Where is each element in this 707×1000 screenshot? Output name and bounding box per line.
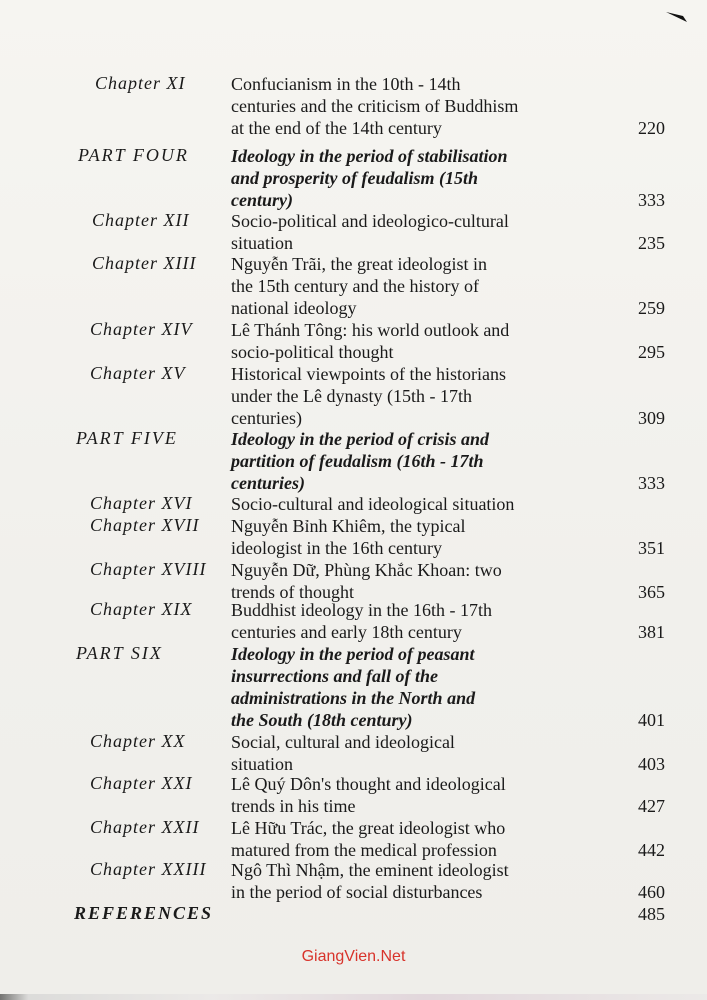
toc-title-line: at the end of the 14th century bbox=[231, 118, 442, 138]
toc-title-line: socio-political thought bbox=[231, 342, 394, 362]
toc-entry-title bbox=[231, 493, 611, 515]
toc-title-line: Ideology in the period of stabilisation bbox=[231, 146, 508, 166]
toc-page-number: 381 bbox=[638, 622, 665, 642]
toc-title-line: Nguyễn Dữ, Phùng Khắc Khoan: two bbox=[231, 560, 502, 580]
toc-entry-label: Chapter XIV bbox=[90, 319, 193, 339]
toc-entry-label: Chapter XXIII bbox=[90, 859, 207, 879]
toc-entry-label: REFERENCES bbox=[74, 903, 214, 923]
toc-entry-title bbox=[231, 73, 611, 139]
toc-title-line: Nguyễn Bỉnh Khiêm, the typical bbox=[231, 516, 466, 536]
page-bottom-edge bbox=[0, 994, 707, 1000]
toc-title-line: centuries and early 18th century bbox=[231, 622, 462, 642]
toc-entry-label: Chapter XXI bbox=[90, 773, 193, 793]
toc-page-number: 295 bbox=[638, 342, 665, 362]
toc-entry-label: PART FIVE bbox=[76, 428, 178, 448]
toc-title-line: Ideology in the period of peasant bbox=[231, 644, 475, 664]
toc-entry-title bbox=[231, 515, 611, 559]
toc-title-line: administrations in the North and bbox=[231, 688, 476, 708]
toc-entry-title bbox=[231, 817, 611, 861]
toc-title-line: Buddhist ideology in the 16th - 17th bbox=[231, 600, 492, 620]
toc-page-number: 259 bbox=[638, 298, 665, 318]
toc-page-number: 235 bbox=[638, 233, 665, 253]
toc-entry-title bbox=[231, 319, 611, 363]
toc-page-number: 309 bbox=[638, 408, 665, 428]
toc-entry-title bbox=[231, 859, 611, 903]
toc-title-line: centuries and the criticism of Buddhism bbox=[231, 96, 519, 116]
toc-entry-title bbox=[231, 643, 611, 731]
toc-title-line: Lê Hữu Trác, the great ideologist who bbox=[231, 818, 506, 838]
toc-page-number: 460 bbox=[638, 882, 665, 902]
toc-page-number: 220 bbox=[638, 118, 665, 138]
toc-title-line: national ideology bbox=[231, 298, 357, 318]
toc-entry-label: Chapter XIX bbox=[90, 599, 193, 619]
toc-entry-label: Chapter XI bbox=[95, 73, 186, 93]
toc-entry-title bbox=[231, 253, 611, 319]
toc-title-line: situation bbox=[231, 754, 293, 774]
toc-title-line: the 15th century and the history of bbox=[231, 276, 479, 296]
toc-entry-label: Chapter XXII bbox=[90, 817, 200, 837]
toc-title-line: Ngô Thì Nhậm, the eminent ideologist bbox=[231, 860, 509, 880]
toc-title-line: Socio-cultural and ideological situation bbox=[231, 494, 515, 514]
toc-entry-title bbox=[231, 773, 611, 817]
toc-entry-label: Chapter XII bbox=[92, 210, 190, 230]
toc-page-number: 403 bbox=[638, 754, 665, 774]
toc-page-number: 442 bbox=[638, 840, 665, 860]
toc-title-line: centuries) bbox=[231, 473, 305, 493]
toc-entry-label: Chapter XVII bbox=[90, 515, 200, 535]
toc-title-line: Historical viewpoints of the historians bbox=[231, 364, 506, 384]
toc-entry-title bbox=[231, 363, 611, 429]
toc-page-number: 333 bbox=[638, 190, 665, 210]
toc-title-line: under the Lê dynasty (15th - 17th bbox=[231, 386, 472, 406]
toc-page-number: 351 bbox=[638, 538, 665, 558]
toc-entry-label: Chapter XIII bbox=[92, 253, 197, 273]
toc-title-line: trends of thought bbox=[231, 582, 354, 602]
toc-title-line: trends in his time bbox=[231, 796, 356, 816]
toc-page-number: 427 bbox=[638, 796, 665, 816]
toc-entry-title bbox=[231, 428, 611, 494]
toc-entry-title bbox=[231, 210, 611, 254]
toc-page-number: 401 bbox=[638, 710, 665, 730]
toc-page-number: 485 bbox=[638, 904, 665, 924]
toc-title-line: century) bbox=[231, 190, 293, 210]
toc-page-number: 365 bbox=[638, 582, 665, 602]
toc-title-line: Confucianism in the 10th - 14th bbox=[231, 74, 461, 94]
toc-title-line: partition of feudalism (16th - 17th bbox=[231, 451, 484, 471]
toc-page-number: 333 bbox=[638, 473, 665, 493]
toc-title-line: centuries) bbox=[231, 408, 302, 428]
toc-entry-title bbox=[231, 599, 611, 643]
toc-entry-label: Chapter XX bbox=[90, 731, 186, 751]
toc-title-line: Social, cultural and ideological bbox=[231, 732, 455, 752]
toc-title-line: matured from the medical profession bbox=[231, 840, 497, 860]
toc-entry-label: Chapter XVI bbox=[90, 493, 193, 513]
toc-title-line: Socio-political and ideologico-cultural bbox=[231, 211, 509, 231]
toc-entry-title bbox=[231, 731, 611, 775]
toc-title-line: Lê Quý Dôn's thought and ideological bbox=[231, 774, 506, 794]
watermark: GiangVien.Net bbox=[301, 948, 406, 965]
toc-entry-title bbox=[231, 559, 611, 603]
toc-title-line: Ideology in the period of crisis and bbox=[231, 429, 490, 449]
toc-title-line: in the period of social disturbances bbox=[231, 882, 483, 902]
toc-entry-label: Chapter XVIII bbox=[90, 559, 207, 579]
toc-title-line: insurrections and fall of the bbox=[231, 666, 439, 686]
toc-title-line: Nguyễn Trãi, the great ideologist in bbox=[231, 254, 487, 274]
toc-title-line: and prosperity of feudalism (15th bbox=[231, 168, 479, 188]
toc-entry-title bbox=[231, 145, 611, 211]
toc-title-line: Lê Thánh Tông: his world outlook and bbox=[231, 320, 510, 340]
toc-entry-label: PART SIX bbox=[76, 643, 163, 663]
toc-title-line: ideologist in the 16th century bbox=[231, 538, 442, 558]
toc-entry-label: PART FOUR bbox=[78, 145, 189, 165]
toc-title-line: the South (18th century) bbox=[231, 710, 413, 730]
toc-entry-label: Chapter XV bbox=[90, 363, 186, 383]
toc-title-line: situation bbox=[231, 233, 293, 253]
